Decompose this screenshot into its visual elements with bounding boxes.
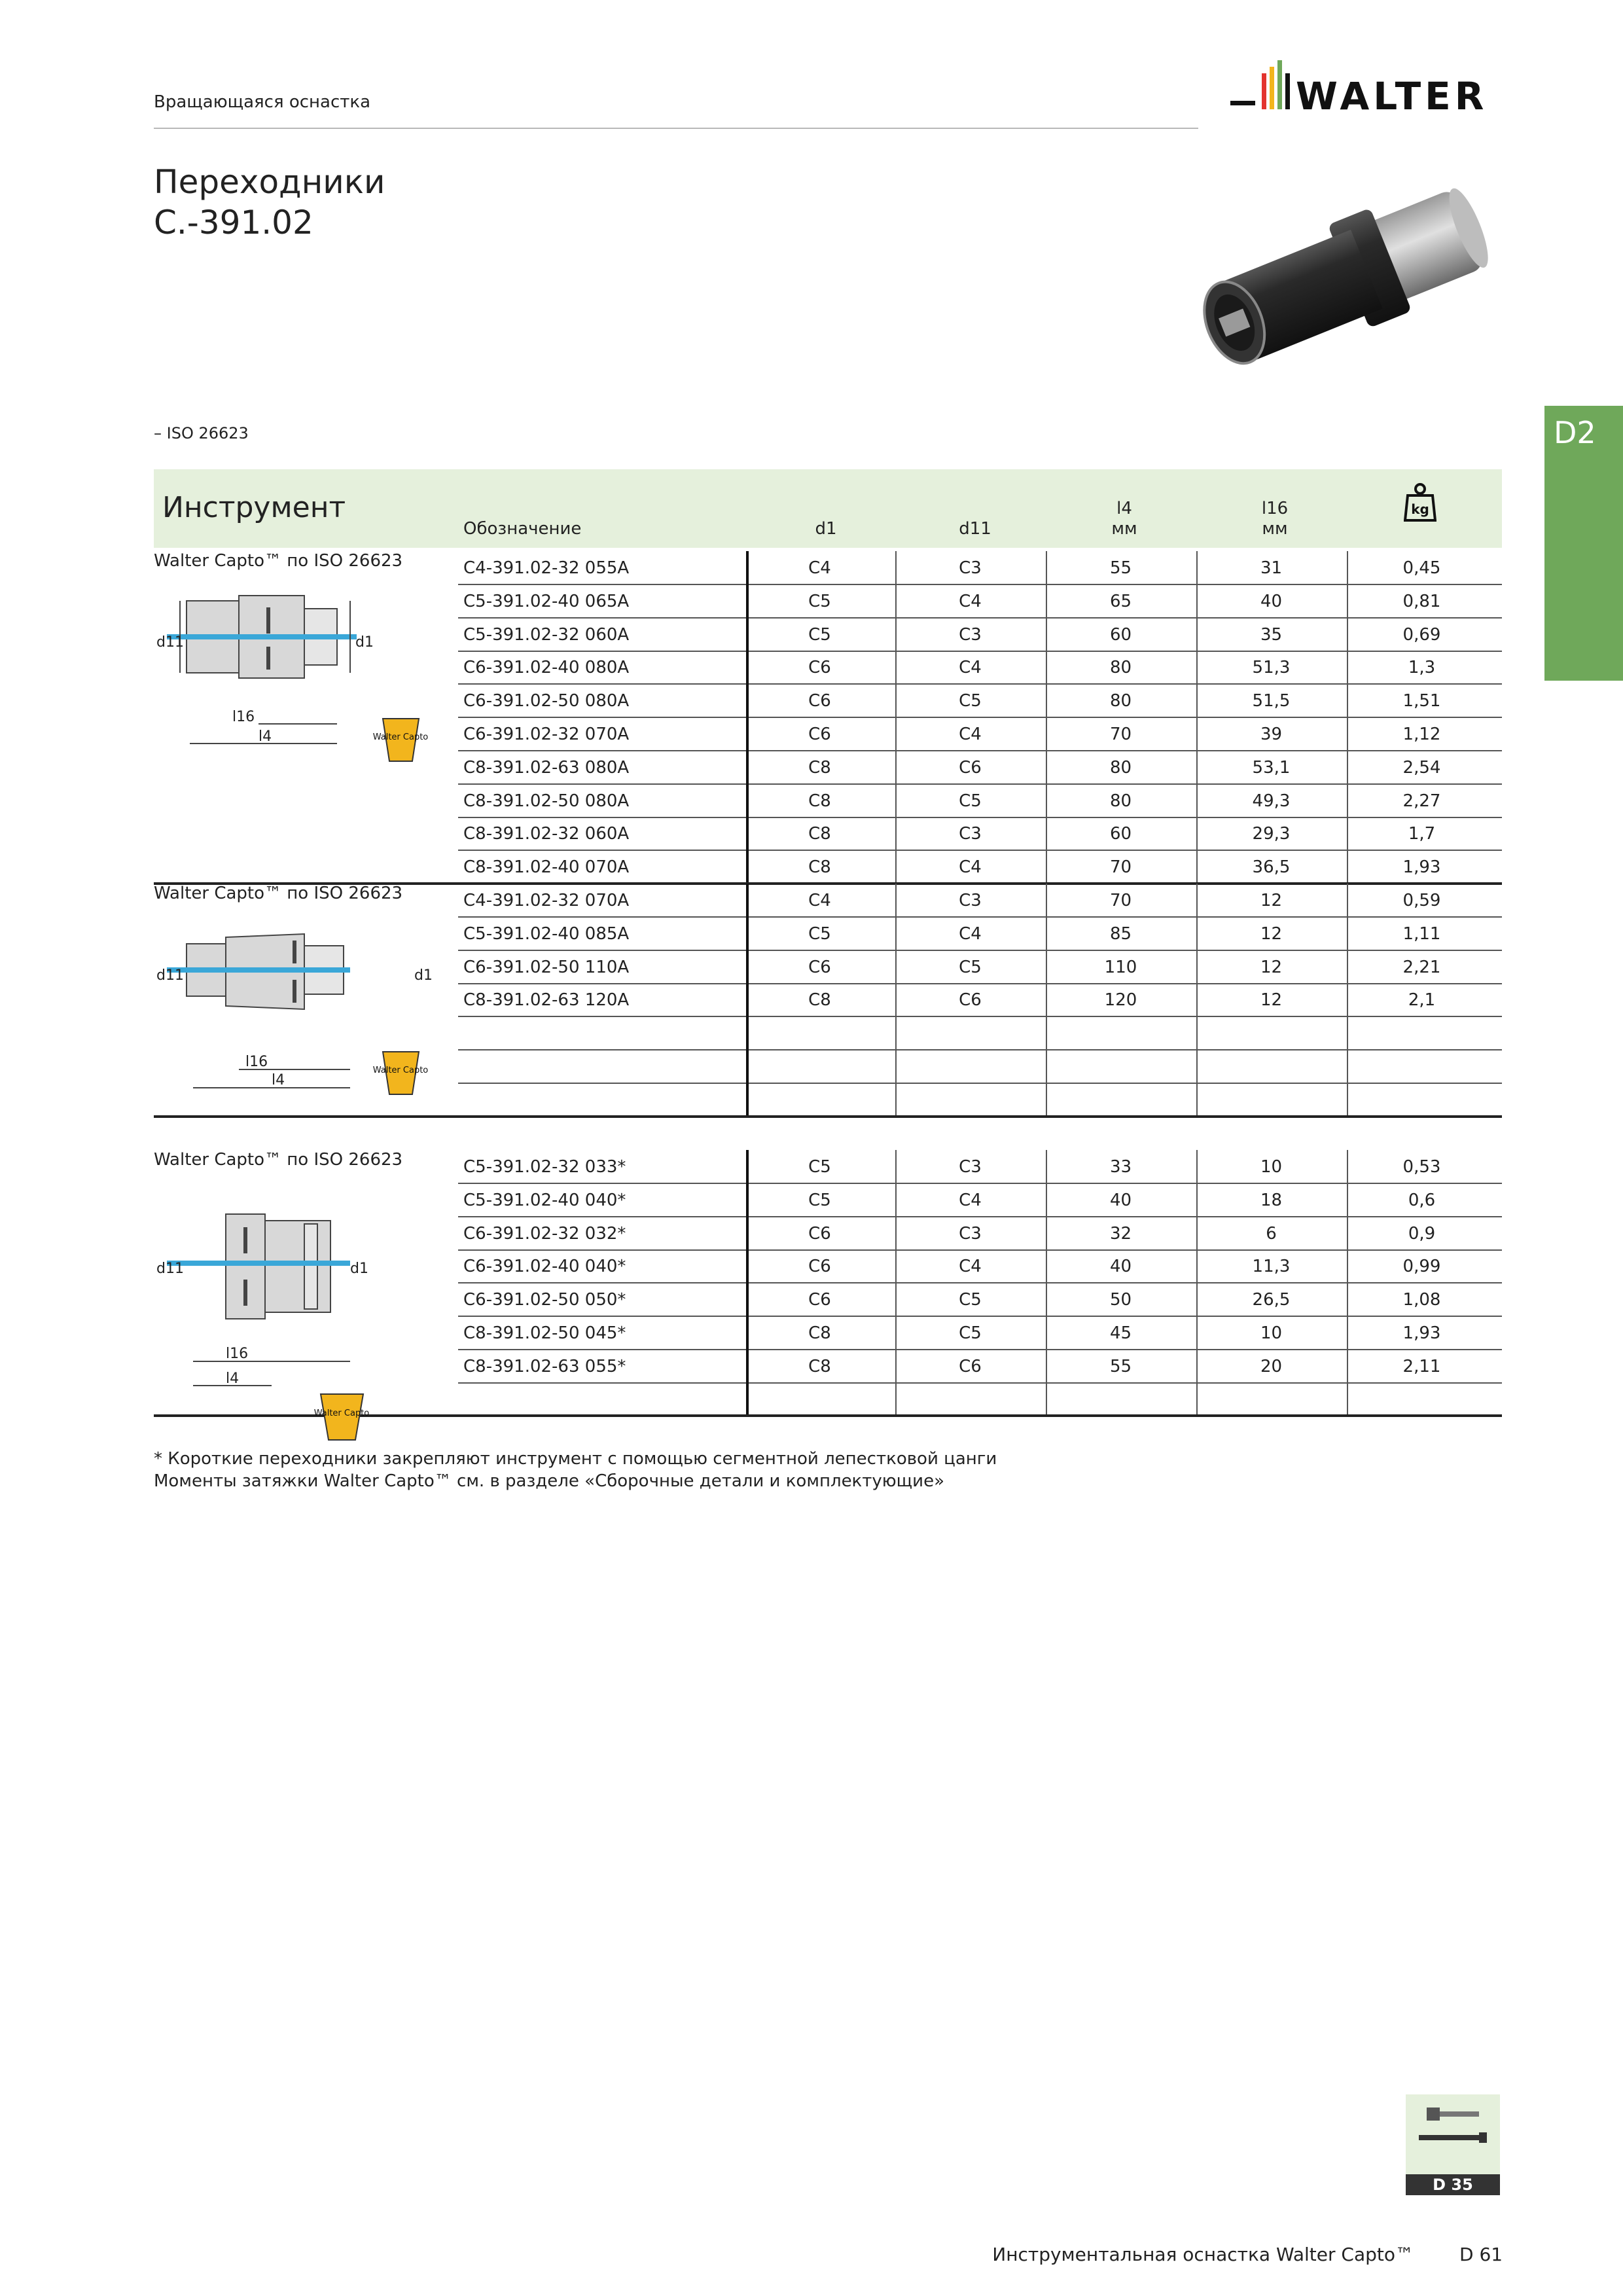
cell-d1 xyxy=(746,1050,893,1083)
cell-l4: 120 xyxy=(1104,990,1137,1011)
table-row xyxy=(458,1183,1502,1217)
table-column-divider xyxy=(1347,884,1348,1117)
cell-designation: C8-391.02-40 070A xyxy=(463,857,630,878)
cell-l16: 53,1 xyxy=(1252,757,1291,778)
cell-l16: 6 xyxy=(1266,1223,1277,1244)
cell-l16: 12 xyxy=(1260,990,1283,1011)
cell-d1: C4 xyxy=(808,891,831,910)
cell-l4: 45 xyxy=(1109,1323,1132,1343)
table-column-divider xyxy=(1347,551,1348,884)
cell-d1 xyxy=(746,1016,893,1049)
table-row xyxy=(458,751,1502,785)
cell-d11: C5 xyxy=(959,1290,982,1310)
capto-badge-3: Walter Capto xyxy=(313,1408,370,1418)
cell-designation: C8-391.02-50 045* xyxy=(463,1323,626,1343)
cell-l4: 55 xyxy=(1109,558,1132,578)
cell-d11: C4 xyxy=(959,725,982,744)
table-row xyxy=(458,717,1502,751)
table-column-divider xyxy=(895,1150,897,1416)
cell-d1: C8 xyxy=(808,1323,831,1343)
cell-d11: C3 xyxy=(959,1157,982,1177)
cell-weight: 0,99 xyxy=(1402,1257,1441,1277)
chapter-tab[interactable] xyxy=(1544,406,1623,681)
cell-d1: C8 xyxy=(808,857,831,878)
table-row xyxy=(458,784,1502,818)
cell-d1: C8 xyxy=(808,824,831,844)
cell-d11 xyxy=(897,1050,1044,1083)
cell-weight: 0,45 xyxy=(1402,558,1441,578)
cell-d1: C8 xyxy=(808,1356,831,1376)
cell-l4: 50 xyxy=(1109,1290,1132,1310)
table-column-divider xyxy=(895,551,897,884)
product-image xyxy=(1166,167,1507,396)
table-row xyxy=(458,884,1502,918)
table-column-divider xyxy=(1046,1150,1047,1416)
col-l16-unit: мм xyxy=(1262,519,1288,539)
cell-l16: 35 xyxy=(1260,624,1283,645)
cell-l16 xyxy=(1198,1083,1345,1116)
cell-l4: 70 xyxy=(1109,857,1132,878)
cell-designation xyxy=(463,1016,738,1049)
table-column-divider xyxy=(895,884,897,1117)
walter-logo xyxy=(1230,60,1503,127)
cell-l16 xyxy=(1198,1383,1345,1416)
table-row xyxy=(458,584,1502,619)
cell-weight: 1,12 xyxy=(1402,725,1441,744)
cell-designation: C6-391.02-40 080A xyxy=(463,658,630,678)
cell-d11: C4 xyxy=(959,924,982,944)
table-row xyxy=(458,651,1502,685)
cell-designation: C8-391.02-63 120A xyxy=(463,990,630,1011)
cell-designation: C5-391.02-40 085A xyxy=(463,924,630,944)
brand-text: WALTER xyxy=(1296,74,1488,118)
cell-d11 xyxy=(897,1016,1044,1049)
cell-l4: 85 xyxy=(1109,924,1132,944)
label-d11: d11 xyxy=(156,634,184,651)
cell-weight xyxy=(1348,1083,1495,1116)
cell-weight: 1,7 xyxy=(1408,824,1436,844)
label-l16: l16 xyxy=(226,1346,249,1362)
cell-d11: C6 xyxy=(959,990,982,1011)
table-column-divider xyxy=(1196,884,1198,1117)
cell-designation: C8-391.02-63 055* xyxy=(463,1356,626,1376)
table-column-divider xyxy=(1046,551,1047,884)
cell-weight: 0,59 xyxy=(1402,891,1441,910)
table-row xyxy=(458,1050,1502,1084)
label-d11: d11 xyxy=(156,967,184,984)
table-row xyxy=(458,1316,1502,1350)
cell-l16: 29,3 xyxy=(1252,824,1291,844)
cell-weight: 0,81 xyxy=(1402,591,1441,611)
cell-d11: C4 xyxy=(959,591,982,611)
cell-d11: C4 xyxy=(959,1257,982,1277)
group-label-3: Walter Capto™ по ISO 26623 xyxy=(154,1150,403,1170)
col-d11: d11 xyxy=(959,519,991,539)
group-label-1: Walter Capto™ по ISO 26623 xyxy=(154,551,403,571)
cell-weight xyxy=(1348,1016,1495,1049)
footnote-1: * Короткие переходники закрепляют инструмент с помощью сегментной лепестковой цанги xyxy=(154,1449,997,1469)
cell-d1: C8 xyxy=(808,990,831,1011)
cell-designation xyxy=(463,1050,738,1083)
title-line-2: C.-391.02 xyxy=(154,204,313,242)
cell-l16: 49,3 xyxy=(1252,791,1291,811)
cell-weight: 1,11 xyxy=(1402,924,1441,944)
screw-icon xyxy=(1406,2094,1500,2174)
cell-weight: 2,21 xyxy=(1402,957,1441,977)
cell-designation: C8-391.02-32 060A xyxy=(463,824,630,844)
table-column-divider xyxy=(746,1150,749,1416)
cell-designation: C5-391.02-40 065A xyxy=(463,591,630,611)
cell-l4: 70 xyxy=(1109,891,1132,910)
cell-d11: C5 xyxy=(959,791,982,811)
cell-l4: 80 xyxy=(1109,757,1132,778)
cell-l16: 36,5 xyxy=(1252,857,1291,878)
label-d1: d1 xyxy=(414,967,433,984)
cell-d11: C3 xyxy=(959,891,982,910)
cell-designation: C8-391.02-50 080A xyxy=(463,791,630,811)
cell-d11: C5 xyxy=(959,691,982,711)
cell-l16: 10 xyxy=(1260,1157,1283,1177)
cell-l4: 32 xyxy=(1109,1223,1132,1244)
col-l4-unit: мм xyxy=(1111,519,1137,539)
cell-l4: 60 xyxy=(1109,624,1132,645)
cell-d1: C5 xyxy=(808,1190,831,1210)
cell-l16: 12 xyxy=(1260,957,1283,977)
cell-d1: C6 xyxy=(808,658,831,678)
weight-icon xyxy=(1404,482,1436,522)
section-title: Вращающаяся оснастка xyxy=(154,92,371,112)
cell-d11 xyxy=(897,1083,1044,1116)
cell-l4: 60 xyxy=(1109,824,1132,844)
table-title: Инструмент xyxy=(162,491,346,524)
col-l16: l16 xyxy=(1261,499,1289,518)
cell-l4: 80 xyxy=(1109,791,1132,811)
cell-l16: 26,5 xyxy=(1252,1290,1291,1310)
cell-weight: 2,27 xyxy=(1402,791,1441,811)
table-row xyxy=(458,1083,1502,1117)
capto-badge-2: Walter Capto xyxy=(372,1066,429,1075)
cell-weight: 0,9 xyxy=(1408,1223,1436,1244)
cell-designation: C4-391.02-32 055A xyxy=(463,558,630,578)
label-l16: l16 xyxy=(245,1054,268,1070)
label-d1: d1 xyxy=(355,634,374,651)
label-l4: l4 xyxy=(259,728,272,745)
cell-weight: 1,3 xyxy=(1408,658,1436,678)
table-column-divider xyxy=(1196,551,1198,884)
table-row xyxy=(458,1249,1502,1283)
cell-l4: 40 xyxy=(1109,1190,1132,1210)
cell-l16: 10 xyxy=(1260,1323,1283,1343)
cell-l4: 70 xyxy=(1109,725,1132,744)
cell-l16: 39 xyxy=(1260,725,1283,744)
table-column-divider xyxy=(746,884,749,1117)
cell-d11: C3 xyxy=(959,558,982,578)
cell-weight: 0,69 xyxy=(1402,624,1441,645)
col-designation: Обозначение xyxy=(463,519,582,539)
cell-l16: 40 xyxy=(1260,591,1283,611)
cell-d1: C6 xyxy=(808,691,831,711)
cell-d1 xyxy=(746,1383,893,1416)
cell-d1: C5 xyxy=(808,624,831,645)
table-row xyxy=(458,950,1502,984)
cell-d1: C5 xyxy=(808,1157,831,1177)
chapter-tab-label: D2 xyxy=(1554,415,1596,450)
cell-weight: 1,93 xyxy=(1402,857,1441,878)
cell-designation: C8-391.02-63 080A xyxy=(463,757,630,778)
table-row xyxy=(458,551,1502,585)
table-row xyxy=(458,1350,1502,1384)
cell-d1: C5 xyxy=(808,591,831,611)
cell-d1: C6 xyxy=(808,957,831,977)
cell-l16: 31 xyxy=(1260,558,1283,578)
table-row xyxy=(458,850,1502,884)
table-row xyxy=(458,618,1502,652)
reference-label[interactable]: D 35 xyxy=(1406,2174,1500,2195)
cell-weight: 2,1 xyxy=(1408,990,1436,1011)
cell-l16: 12 xyxy=(1260,924,1283,944)
cell-d11: C4 xyxy=(959,1190,982,1210)
group-label-2: Walter Capto™ по ISO 26623 xyxy=(154,884,403,903)
label-l16: l16 xyxy=(232,709,255,725)
label-l4: l4 xyxy=(226,1371,240,1387)
cell-d1 xyxy=(746,1083,893,1116)
cell-l4: 80 xyxy=(1109,658,1132,678)
table-row xyxy=(458,983,1502,1017)
table-row xyxy=(458,1150,1502,1184)
cell-designation: C4-391.02-32 070A xyxy=(463,891,630,910)
header-divider xyxy=(154,128,1198,129)
cell-d1: C6 xyxy=(808,1257,831,1277)
cell-l4: 65 xyxy=(1109,591,1132,611)
cell-weight: 0,6 xyxy=(1408,1190,1436,1210)
col-d1: d1 xyxy=(815,519,837,539)
cell-weight: 1,51 xyxy=(1402,691,1441,711)
table-column-divider xyxy=(1046,884,1047,1117)
cell-d11: C6 xyxy=(959,757,982,778)
cell-l16: 11,3 xyxy=(1252,1257,1291,1277)
weight-icon-label: kg xyxy=(1411,501,1429,517)
cell-weight xyxy=(1348,1383,1495,1416)
col-l4: l4 xyxy=(1116,499,1132,518)
cell-l16 xyxy=(1198,1050,1345,1083)
table-column-divider xyxy=(1196,1150,1198,1416)
cell-designation: C6-391.02-50 080A xyxy=(463,691,630,711)
cell-d11: C6 xyxy=(959,1356,982,1376)
cell-l4: 55 xyxy=(1109,1356,1132,1376)
cell-l16: 20 xyxy=(1260,1356,1283,1376)
cell-l4 xyxy=(1047,1016,1194,1049)
cell-l16: 51,3 xyxy=(1252,658,1291,678)
cell-d11 xyxy=(897,1383,1044,1416)
cell-l4: 40 xyxy=(1109,1257,1132,1277)
cell-weight: 1,93 xyxy=(1402,1323,1441,1343)
cell-designation: C6-391.02-50 050* xyxy=(463,1290,626,1310)
cell-l4 xyxy=(1047,1050,1194,1083)
table-row xyxy=(458,1217,1502,1251)
adapter-drawing-1 xyxy=(154,581,442,767)
table-row xyxy=(458,817,1502,851)
table-column-divider xyxy=(746,551,749,884)
cell-designation: C6-391.02-32 070A xyxy=(463,725,630,744)
cell-designation: C5-391.02-32 060A xyxy=(463,624,630,645)
page-title xyxy=(154,162,385,243)
label-l4: l4 xyxy=(272,1072,285,1088)
table-row xyxy=(458,917,1502,951)
adapter-drawing-2 xyxy=(154,914,442,1100)
cell-d11: C3 xyxy=(959,1223,982,1244)
cell-designation: C6-391.02-50 110A xyxy=(463,957,630,977)
cell-d11: C4 xyxy=(959,658,982,678)
cell-d11: C3 xyxy=(959,624,982,645)
cell-l16: 18 xyxy=(1260,1190,1283,1210)
cell-d1: C8 xyxy=(808,791,831,811)
table-row xyxy=(458,684,1502,718)
cell-d1: C5 xyxy=(808,924,831,944)
cell-l16: 12 xyxy=(1260,891,1283,910)
cell-d1: C6 xyxy=(808,1223,831,1244)
cell-l4 xyxy=(1047,1383,1194,1416)
table-row xyxy=(458,1016,1502,1050)
label-d1: d1 xyxy=(350,1261,368,1277)
page-number: D 61 xyxy=(1459,2244,1503,2265)
standard-note: – ISO 26623 xyxy=(154,424,249,442)
cell-l16: 51,5 xyxy=(1252,691,1291,711)
cell-designation: C6-391.02-32 032* xyxy=(463,1223,626,1244)
cell-l4 xyxy=(1047,1083,1194,1116)
footnote-2: Моменты затяжки Walter Capto™ см. в разделе «Сборочные детали и комплектующие» xyxy=(154,1471,944,1491)
cell-designation: C5-391.02-40 040* xyxy=(463,1190,626,1210)
table-row xyxy=(458,1283,1502,1317)
reference-thumbnail[interactable] xyxy=(1406,2094,1500,2174)
cell-d11: C3 xyxy=(959,824,982,844)
title-line-1: Переходники xyxy=(154,163,385,201)
group-divider xyxy=(154,1115,1502,1118)
adapter-drawing-3 xyxy=(154,1181,442,1446)
label-d11: d11 xyxy=(156,1261,184,1277)
cell-weight: 2,11 xyxy=(1402,1356,1441,1376)
cell-weight: 2,54 xyxy=(1402,757,1441,778)
cell-l4: 110 xyxy=(1104,957,1137,977)
cell-weight: 0,53 xyxy=(1402,1157,1441,1177)
table-row xyxy=(458,1383,1502,1417)
cell-designation xyxy=(463,1383,738,1416)
cell-weight xyxy=(1348,1050,1495,1083)
cell-designation xyxy=(463,1083,738,1116)
capto-badge-1: Walter Capto xyxy=(372,732,429,742)
cell-d11: C5 xyxy=(959,957,982,977)
cell-l16 xyxy=(1198,1016,1345,1049)
footer-title: Инструментальная оснастка Walter Capto™ xyxy=(992,2244,1414,2265)
cell-d1: C4 xyxy=(808,558,831,578)
cell-designation: C5-391.02-32 033* xyxy=(463,1157,626,1177)
cell-l4: 33 xyxy=(1109,1157,1132,1177)
cell-d11: C5 xyxy=(959,1323,982,1343)
cell-d1: C8 xyxy=(808,757,831,778)
table-column-divider xyxy=(1347,1150,1348,1416)
cell-designation: C6-391.02-40 040* xyxy=(463,1257,626,1277)
cell-d1: C6 xyxy=(808,1290,831,1310)
cell-weight: 1,08 xyxy=(1402,1290,1441,1310)
cell-d1: C6 xyxy=(808,725,831,744)
cell-d11: C4 xyxy=(959,857,982,878)
cell-l4: 80 xyxy=(1109,691,1132,711)
